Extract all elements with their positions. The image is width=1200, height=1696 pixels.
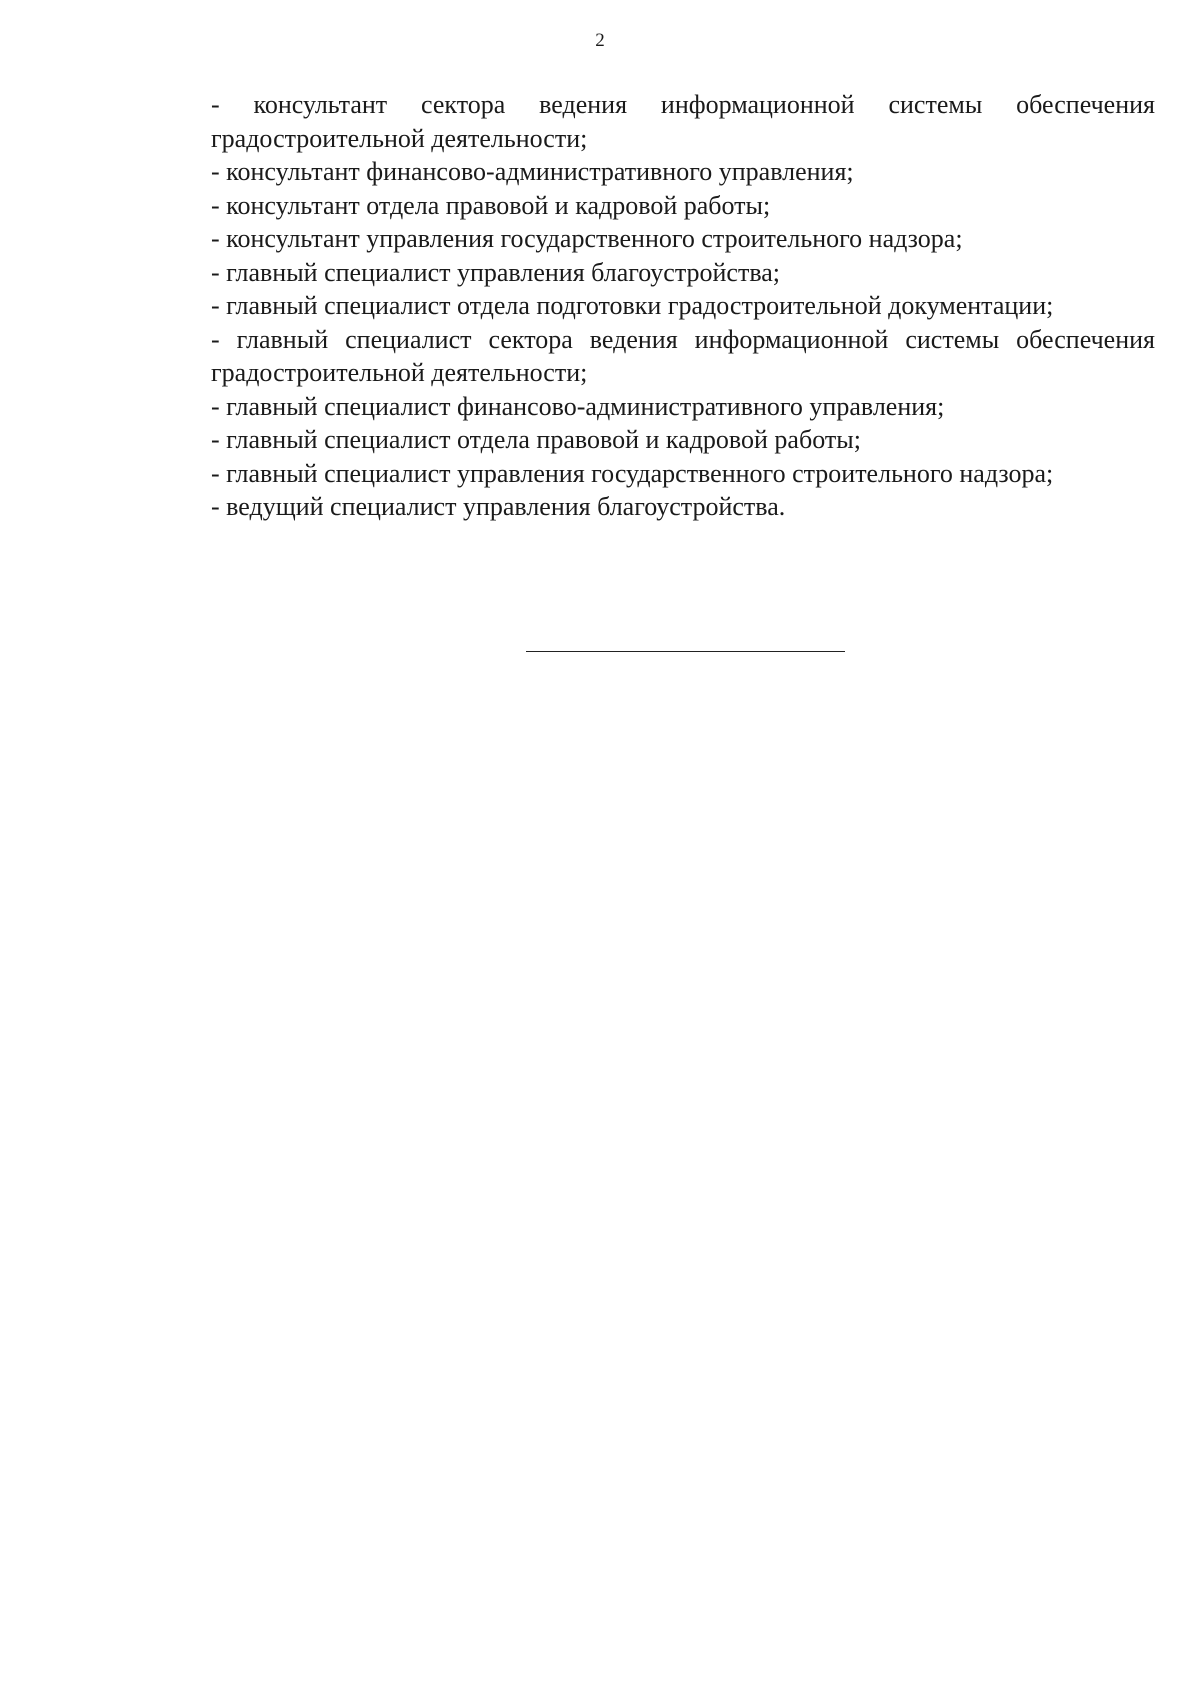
list-item: - главный специалист управления государственного строительного надзора;	[211, 458, 1054, 488]
list-item: - главный специалист сектора ведения информационной системы обеспечения градостроительной деятельности;	[211, 324, 1155, 387]
list-item: - главный специалист управления благоустройства;	[211, 257, 781, 287]
list-item: - главный специалист финансово-административного управления;	[211, 391, 945, 421]
position-list	[211, 88, 1155, 524]
page-number: 2	[595, 30, 605, 51]
list-item: - главный специалист отдела правовой и кадровой работы;	[211, 425, 861, 454]
end-of-document-rule	[526, 651, 845, 652]
list-item: - ведущий специалист управления благоустройства.	[211, 492, 786, 521]
list-item: - консультант отдела правовой и кадровой работы;	[211, 190, 771, 220]
list-item: - консультант сектора ведения информационной системы обеспечения градостроительной деятельности;	[211, 90, 1155, 153]
list-item: - главный специалист отдела подготовки градостроительной документации;	[211, 291, 1054, 320]
list-item: - консультант финансово-административного управления;	[211, 157, 854, 186]
list-item: - консультант управления государственного строительного надзора;	[211, 224, 963, 253]
